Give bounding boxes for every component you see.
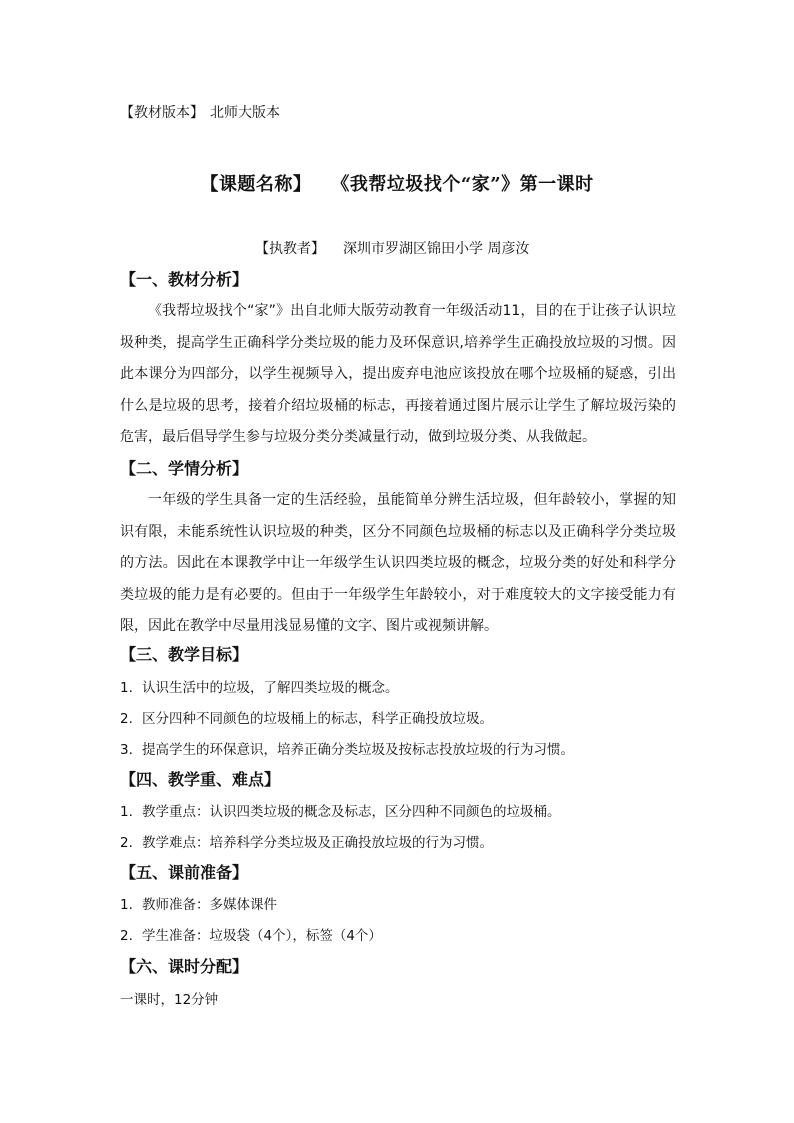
- version-label: 【教材版本】: [120, 105, 204, 121]
- list-item: 1. 教师准备：多媒体课件: [120, 897, 277, 913]
- section-heading-time-allocation: 【六、课时分配】: [120, 957, 249, 976]
- list-item: 2. 区分四种不同颜色的垃圾桶上的标志，科学正确投放垃圾。: [120, 711, 493, 727]
- section-heading-student-analysis: 【二、学情分析】: [120, 459, 249, 478]
- list-item: 2. 教学难点：培养科学分类垃圾及正确投放垃圾的行为习惯。: [120, 835, 493, 851]
- teacher-label: 【执教者】: [255, 241, 325, 257]
- time-allocation-text: 一课时，12分钟: [120, 992, 219, 1008]
- section-paragraph-textbook-analysis: 《我帮垃圾找个“家”》出自北师大版劳动教育一年级活动11，目的在于让孩子认识垃圾种类，提高学生正确科学分类垃圾的能力及环保意识,培养学生正确投放垃圾的习惯。因此本课分为四部分，以学生视频导入，提出废弃电池应该投放在哪个垃圾桶的疑惑，引出什么是垃圾的思考，接着介绍垃圾桶的标志，再接着通过图片展示让学生了解垃圾污染的危害，最后倡导学生参与垃圾分类分类减量行动，做到垃圾分类、从我做起。: [120, 303, 676, 445]
- section-heading-key-points: 【四、教学重、难点】: [120, 770, 281, 789]
- lesson-title: [0, 170, 794, 196]
- teacher-value: 深圳市罗湖区锦田小学 周彦汝: [343, 241, 530, 257]
- version-value: 北师大版本: [210, 105, 280, 121]
- title-value: 《我帮垃圾找个“家”》第一课时: [331, 174, 594, 195]
- section-heading-textbook-analysis: 【一、教材分析】: [120, 270, 249, 289]
- list-item: 3. 提高学生的环保意识，培养正确分类垃圾及按标志投放垃圾的行为习惯。: [120, 742, 574, 758]
- section-paragraph-student-analysis: 一年级的学生具备一定的生活经验，虽能简单分辨生活垃圾，但年龄较小，掌握的知识有限，未能系统性认识垃圾的种类，区分不同颜色垃圾桶的标志以及正确科学分类垃圾的方法。因此在本课教学中让一年级学生认识四类垃圾的概念，垃圾分类的好处和科学分类垃圾的能力是有必要的。但由于一年级学生年龄较小，对于难度较大的文字接受能力有限，因此在教学中尽量用浅显易懂的文字、图片或视频讲解。: [120, 492, 676, 634]
- list-item: 2. 学生准备：垃圾袋（4个），标签（4个）: [120, 928, 382, 944]
- section-heading-teaching-goals: 【三、教学目标】: [120, 645, 249, 664]
- textbook-version: [120, 102, 280, 122]
- list-item: 1. 认识生活中的垃圾，了解四类垃圾的概念。: [120, 680, 399, 696]
- list-item: 1. 教学重点：认识四类垃圾的概念及标志，区分四种不同颜色的垃圾桶。: [120, 804, 561, 820]
- teacher-line: [255, 238, 529, 258]
- section-heading-preparation: 【五、课前准备】: [120, 863, 249, 882]
- title-label: 【课题名称】: [200, 174, 312, 195]
